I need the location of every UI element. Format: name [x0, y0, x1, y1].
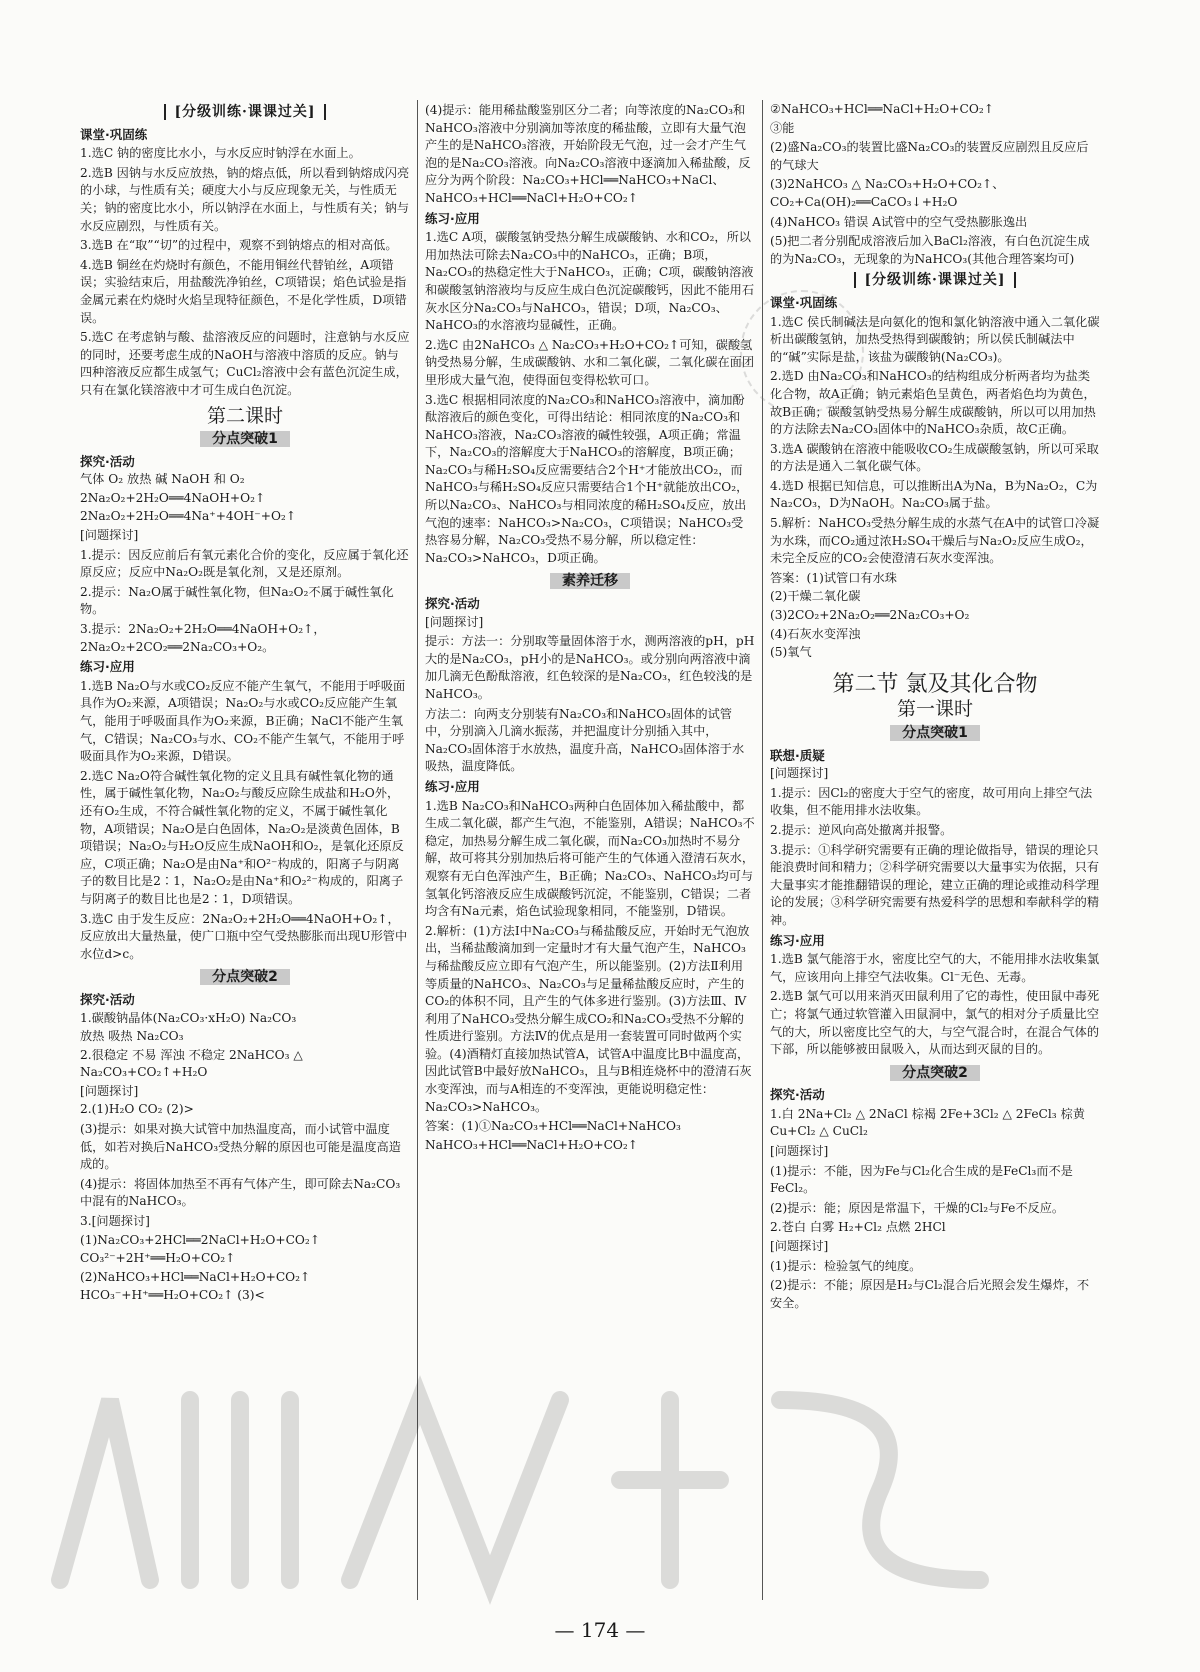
- hint-item: (1)提示：不能，因为Fe与Cl₂化合生成的是FeCl₃而不是FeCl₂。: [770, 1163, 1073, 1196]
- equation-line: NaHCO₃+HCl══NaCl+H₂O+CO₂↑: [425, 1137, 638, 1152]
- answer-line: 3.[问题探讨]: [80, 1214, 150, 1229]
- answer-item: 1.选C A项，碳酸氢钠受热分解生成碳酸钠、水和CO₂，所以用加热法可除去Na₂CO₃中的NaHCO₃，正确；B项，Na₂CO₃的热稳定性大于NaHCO₃，正确；C项，碳酸钠溶液和碳酸氢钠溶液均与反应生成白色沉淀碳酸钙，因此不能用石灰水区分Na₂CO₃与NaHCO₃，错误；D项，Na₂CO₃、NaHCO₃的水溶液均显碱性，正确。: [425, 230, 755, 333]
- section-box-title: [分级训练·课课过关]: [80, 104, 410, 122]
- heading-lianxi: 练习·应用: [425, 778, 480, 794]
- equation-line: HCO₃⁻+H⁺══H₂O+CO₂↑ (3)<: [80, 1288, 265, 1303]
- hint-item: (2)提示：能；原因是常温下，干燥的Cl₂与Fe不反应。: [770, 1200, 1065, 1215]
- heading-lianxiang: 联想·质疑: [770, 747, 825, 763]
- answer-line: (2)盛Na₂CO₃的装置比盛Na₂CO₃的装置反应剧烈且反应后的气球大: [770, 140, 1089, 172]
- equation-line: ②NaHCO₃+HCl══NaCl+H₂O+CO₂↑: [770, 102, 994, 116]
- column-3: [770, 100, 1100, 1314]
- question-discussion-label: [问题探讨]: [425, 614, 484, 629]
- equation-line: 2Na₂O₂+2H₂O══4NaOH+O₂↑: [80, 490, 266, 505]
- answer-item: 2.选B 氯气可以用来消灭田鼠利用了它的毒性，使田鼠中毒死亡；将氯气通过软管灌入田鼠洞中，氯气的相对分子质量比空气的大，所以密度比空气的大，与空气混合时，在混合气体的下部，所以能够被田鼠吸入，从而达到灭鼠的目的。: [770, 989, 1100, 1057]
- hint-item: 3.提示：①科学研究需要有正确的理论做指导，错误的理论只能浪费时间和精力；②科学研究需要以大量事实为依据，只有大量事实才能推翻错误的理论，建立正确的理论或推动科学理论的发展；③科学研究需要有热爱科学的思想和奉献科学的精神。: [770, 842, 1100, 927]
- question-discussion-label: [问题探讨]: [770, 1144, 829, 1159]
- answer-line: 1.碳酸钠晶体(Na₂CO₃·xH₂O) Na₂CO₃: [80, 1010, 297, 1025]
- answer-item: 3.选C 由于发生反应：2Na₂O₂+2H₂O══4NaOH+O₂↑，反应放出大量热量，使广口瓶中空气受热膨胀而出现U形管中水位d>c。: [80, 911, 408, 961]
- heading-tanjiu: 探究·活动: [80, 991, 135, 1007]
- answer-line: (5)氧气: [770, 645, 812, 660]
- answer-item: 1.选C 钠的密度比水小，与水反应时钠浮在水面上。: [80, 146, 361, 161]
- page-number: — 174 —: [554, 1618, 646, 1642]
- heading-ketang: 课堂·巩固练: [770, 294, 838, 310]
- answer-item: 1.选C 侯氏制碱法是向氨化的饱和氯化钠溶液中通入二氧化碳析出碳酸氢钠，加热受热得到碳酸钠；所以侯氏制碱法中的“碱”实际是盐，该盐为碳酸钠(Na₂CO₃)。: [770, 314, 1100, 364]
- answer-line: 答案：(1)试管口有水珠: [770, 570, 897, 585]
- answer-item: 2.选D 由Na₂CO₃和NaHCO₃的结构组成分析两者均为盐类化合物，故A正确；钠元素焰色呈黄色，两者焰色均为黄色，故B正确；碳酸氢钠受热易分解生成碳酸钠，所以可以用加热的方法除去Na₂CO₃固体中的NaHCO₃杂质，故C正确。: [770, 369, 1096, 437]
- question-discussion-label: [问题探讨]: [80, 1083, 139, 1098]
- column-2: [425, 100, 755, 1155]
- answer-line: (5)把二者分别配成溶液后加入BaCl₂溶液，有白色沉淀生成的为Na₂CO₃，无现象的为NaHCO₃(其他合理答案均可): [770, 234, 1090, 266]
- subsection-title: 分点突破2: [80, 969, 410, 987]
- lesson-title: 第一课时: [896, 698, 973, 721]
- subsection-title: 分点突破1: [80, 431, 410, 449]
- answer-item: 4.选D 根据已知信息，可以推断出A为Na，B为Na₂O₂，C为Na₂CO₃，D为NaOH。Na₂CO₃属于盐。: [770, 478, 1098, 511]
- stamp-seal-icon: [740, 290, 864, 414]
- section-box-title: [分级训练·课课过关]: [770, 272, 1100, 290]
- hint-item: 3.提示：2Na₂O₂+2H₂O══4NaOH+O₂↑，2Na₂O₂+2CO₂══2Na₂CO₃+O₂。: [80, 622, 326, 654]
- answer-item: 3.选C 根据相同浓度的Na₂CO₃和NaHCO₃溶液中，滴加酚酞溶液后的颜色变化，可得出结论：相同浓度的Na₂CO₃和NaHCO₃溶液，Na₂CO₃溶液的碱性较强，A项正确；常温下，Na₂CO₃的溶解度大于NaHCO₃的溶解度，B项正确；Na₂CO₃与稀H₂SO₄反应需要结合2个H⁺才能放出CO₂，而NaHCO₃与稀H₂SO₄反应只需要结合1个H⁺就能放出CO₂，所以Na₂CO₃、NaHCO₃与相同浓度的稀H₂SO₄反应，放出气泡的速率：NaHCO₃>Na₂CO₃，C项错误；NaHCO₃受热容易分解，Na₂CO₃受热不易分解，所以稳定性：Na₂CO₃>NaHCO₃，D项正确。: [425, 392, 749, 565]
- answer-line: 2.(1)H₂O CO₂ (2)>: [80, 1102, 194, 1117]
- answer-line: (4)NaHCO₃ 错误 A试管中的空气受热膨胀逸出: [770, 214, 1028, 229]
- subsection-title: 素养迁移: [425, 573, 755, 591]
- answer-item: 3.选B 在“取”“切”的过程中，观察不到钠熔点的相对高低。: [80, 238, 398, 253]
- hint-item: 1.提示：因反应前后有氧元素化合价的变化，反应属于氧化还原反应；反应中Na₂O₂既是氧化剂，又是还原剂。: [80, 547, 409, 580]
- answer-item: 2.选C 由2NaHCO₃ △ Na₂CO₃+H₂O+CO₂↑可知，碳酸氢钠受热易分解，生成碳酸钠、水和二氧化碳，二氧化碳在面团里形成大量气泡，使得面包变得松软可口。: [425, 337, 755, 387]
- equation-line: 2.苍白 白雾 H₂+Cl₂ 点燃 2HCl: [770, 1220, 946, 1235]
- hint-item: 方法二：向两支分别装有Na₂CO₃和NaHCO₃固体的试管中，分别滴入几滴水振荡，并把温度计分别插入其中，Na₂CO₃固体溶于水放热，温度升高，NaHCO₃固体溶于水吸热，温度降低。: [425, 706, 745, 774]
- hint-item: (2)提示：不能；原因是H₂与Cl₂混合后光照会发生爆炸，不安全。: [770, 1278, 1090, 1310]
- answer-item: 1.选B 氯气能溶于水，密度比空气的大，不能用排水法收集氯气，应该用向上排空气法收集。Cl⁻无色、无毒。: [770, 952, 1100, 984]
- heading-lianxi: 练习·应用: [770, 932, 825, 948]
- hint-item: 2.提示：Na₂O属于碱性氧化物，但Na₂O₂不属于碱性氧化物。: [80, 584, 394, 617]
- watermark-logo-icon: [20, 1340, 1020, 1620]
- answer-line: 放热 吸热 Na₂CO₃: [80, 1029, 184, 1044]
- answer-item: 5.解析：NaHCO₃受热分解生成的水蒸气在A中的试管口冷凝为水珠，而CO₂通过浓H₂SO₄干燥后与Na₂O₂反应生成O₂，未完全反应的CO₂会使澄清石灰水变浑浊。: [770, 516, 1100, 566]
- answer-line: (4)石灰水变浑浊: [770, 626, 861, 641]
- subsection-title: 分点突破2: [770, 1065, 1100, 1083]
- equation-line: (3)2NaHCO₃ △ Na₂CO₃+H₂O+CO₂↑、CO₂+Ca(OH)₂══CaCO₃↓+H₂O: [770, 177, 1005, 209]
- answer-list: [80, 145, 410, 399]
- hint-item: 提示：方法一：分别取等量固体溶于水，测两溶液的pH，pH大的是Na₂CO₃，pH小的是NaHCO₃。或分别向两溶液中滴加几滴无色酚酞溶液，红色较深的是Na₂CO₃，红色较浅的是NaHCO₃。: [425, 634, 755, 701]
- heading-lianxi: 练习·应用: [80, 659, 135, 675]
- equation-line: 2Na₂O₂+2H₂O══4Na⁺+4OH⁻+O₂↑: [80, 509, 297, 524]
- heading-lianxi: 练习·应用: [425, 210, 480, 226]
- answer-line: 气体 O₂ 放热 碱 NaOH 和 O₂: [80, 472, 245, 487]
- hint-item: 1.提示：因Cl₂的密度大于空气的密度，故可用向上排空气法收集，但不能用排水法收集。: [770, 785, 1093, 818]
- heading-tanjiu: 探究·活动: [770, 1087, 825, 1103]
- heading-tanjiu: 探究·活动: [80, 453, 135, 469]
- column-1: [80, 100, 410, 1306]
- section-title: 第二节 氯及其化合物: [832, 671, 1038, 697]
- question-discussion-label: [问题探讨]: [770, 1239, 829, 1254]
- equation-line: (3)2CO₂+2Na₂O₂══2Na₂CO₃+O₂: [770, 608, 970, 623]
- answer-line: ③能: [770, 120, 795, 135]
- answer-item: 1.选B Na₂O与水或CO₂反应不能产生氧气，不能用于呼吸面具作为O₂来源，A项错误；Na₂O₂与水或CO₂反应能产生氧气，能用于呼吸面具作为O₂来源，B正确；NaCl不能产生氧气，C错误；Na₂CO₃与水、CO₂不能产生氧气，不能用于呼吸面具作为O₂来源，D错误。: [80, 678, 406, 764]
- answer-item: 1.选B Na₂CO₃和NaHCO₃两种白色固体加入稀盐酸中，都生成二氧化碳，都产生气泡，不能鉴别，A错误；NaHCO₃不稳定，加热易分解生成二氧化碳，而Na₂CO₃加热时不易分解，故可将其分别加热后将可能产生的气体通入澄清石灰水，观察有无白色浑浊产生，B正确；Na₂CO₃、NaHCO₃均可与氢氧化钙溶液反应生成碳酸钙沉淀，不能鉴别，C错误；二者均含有Na元素，焰色试验现象相同，不能鉴别，D错误。: [425, 798, 755, 919]
- answer-line: 1.白 2Na+Cl₂ △ 2NaCl 棕褐 2Fe+3Cl₂ △ 2FeCl₃ 棕黄 Cu+Cl₂ △ CuCl₂: [770, 1106, 1085, 1139]
- answer-item: 4.选B 铜丝在灼烧时有颜色，不能用铜丝代替铂丝，A项错误；实验结束后，用盐酸洗净铂丝，C项错误；焰色试验是指金属元素在灼烧时火焰呈现特征颜色，不是化学性质，D项错误。: [80, 257, 407, 325]
- answer-item: 5.选C 在考虑钠与酸、盐溶液反应的问题时，注意钠与水反应的同时，还要考虑生成的NaOH与溶液中溶质的反应。钠与四种溶液反应都生成氢气；CuCl₂溶液中会有蓝色沉淀生成，只有在氯化镁溶液中才可生成白色沉淀。: [80, 330, 410, 397]
- answer-item: 2.解析：(1)方法Ⅰ中Na₂CO₃与稀盐酸反应，开始时无气泡放出，当稀盐酸滴加到一定量时才有大量气泡产生，NaHCO₃与稀盐酸反应立即有气泡产生，所以能鉴别。(2)方法Ⅱ利用等质量的NaHCO₃、Na₂CO₃与足量稀盐酸反应时，产生的CO₂的体积不同，且产生的气体多进行鉴别。(3)方法Ⅲ、Ⅳ利用了NaHCO₃受热分解生成CO₂和Na₂CO₃受热不分解的性质进行鉴别。方法Ⅳ的优点是用一套装置可同时做两个实验。(4)酒精灯直接加热试管A，试管A中温度比B中温度高，因此试管B中最好放NaHCO₃，且与B相连烧杯中的澄清石灰水变浑浊，而与A相连的不变浑浊，更能说明稳定性：Na₂CO₃>NaHCO₃。: [425, 923, 752, 1114]
- answer-line: (2)干燥二氧化碳: [770, 589, 861, 604]
- hint-item: (4)提示：能用稀盐酸鉴别区分二者；向等浓度的Na₂CO₃和NaHCO₃溶液中分别滴加等浓度的稀盐酸，立即有大量气泡产生的是NaHCO₃溶液，开始阶段无气泡，过一会才产生气泡的是Na₂CO₃溶液。向Na₂CO₃溶液中逐滴加入稀盐酸，反应分为两个阶段：Na₂CO₃+HCl══NaHCO₃+NaCl、NaHCO₃+HCl══NaCl+H₂O+CO₂↑: [425, 103, 751, 205]
- equation-line: (1)Na₂CO₃+2HCl══2NaCl+H₂O+CO₂↑: [80, 1232, 321, 1247]
- question-discussion-label: [问题探讨]: [770, 766, 829, 781]
- answer-item: 3.选A 碳酸钠在溶液中能吸收CO₂生成碳酸氢钠，所以可采取的方法是通入二氧化碳气体。: [770, 441, 1099, 474]
- hint-item: 2.提示：逆风向高处撤离并报警。: [770, 822, 953, 837]
- answer-item: 2.选B 因钠与水反应放热，钠的熔点低，所以看到钠熔成闪亮的小球，与性质有关；硬度大小与反应现象无关，与性质无关；钠的密度比水小，所以钠浮在水面上，与性质有关；钠与水反应剧烈，与性质有关。: [80, 165, 410, 233]
- answer-line: 答案：(1)①Na₂CO₃+HCl══NaCl+NaHCO₃: [425, 1119, 681, 1134]
- equation-line: (2)NaHCO₃+HCl══NaCl+H₂O+CO₂↑: [80, 1269, 311, 1284]
- answer-line: 2.很稳定 不易 浑浊 不稳定 2NaHCO₃ △ Na₂CO₃+CO₂↑+H₂O: [80, 1047, 303, 1080]
- subsection-title: 分点突破1: [770, 725, 1100, 743]
- hint-item: (1)提示：检验氢气的纯度。: [770, 1258, 922, 1273]
- hint-item: (4)提示：将固体加热至不再有气体产生，即可除去Na₂CO₃中混有的NaHCO₃。: [80, 1176, 401, 1209]
- equation-line: CO₃²⁻+2H⁺══H₂O+CO₂↑: [80, 1251, 236, 1266]
- hint-item: (3)提示：如果对换大试管中加热温度高，而小试管中温度低，如若对换后NaHCO₃受热分解的原因也可能是温度高造成的。: [80, 1122, 401, 1172]
- answer-item: 2.选C Na₂O符合碱性氧化物的定义且具有碱性氧化物的通性，属于碱性氧化物，Na₂O₂与酸反应除生成盐和H₂O外，还有O₂生成，不符合碱性氧化物的定义，不属于碱性氧化物，A项错误；Na₂O是白色固体，Na₂O₂是淡黄色固体，B项错误；Na₂O₂与H₂O反应生成NaOH和O₂，是氧化还原反应，C项正确；Na₂O是由Na⁺和O²⁻构成的，阳离子与阴离子的数目比是2∶1，Na₂O₂是由Na⁺和O₂²⁻构成的，阳离子与阴离子的数目比也是2∶1，D项错误。: [80, 768, 404, 906]
- heading-tanjiu: 探究·活动: [425, 596, 480, 612]
- question-discussion-label: [问题探讨]: [80, 528, 139, 543]
- lesson-title: 第二课时: [206, 404, 283, 427]
- heading-ketang: 课堂·巩固练: [80, 126, 148, 142]
